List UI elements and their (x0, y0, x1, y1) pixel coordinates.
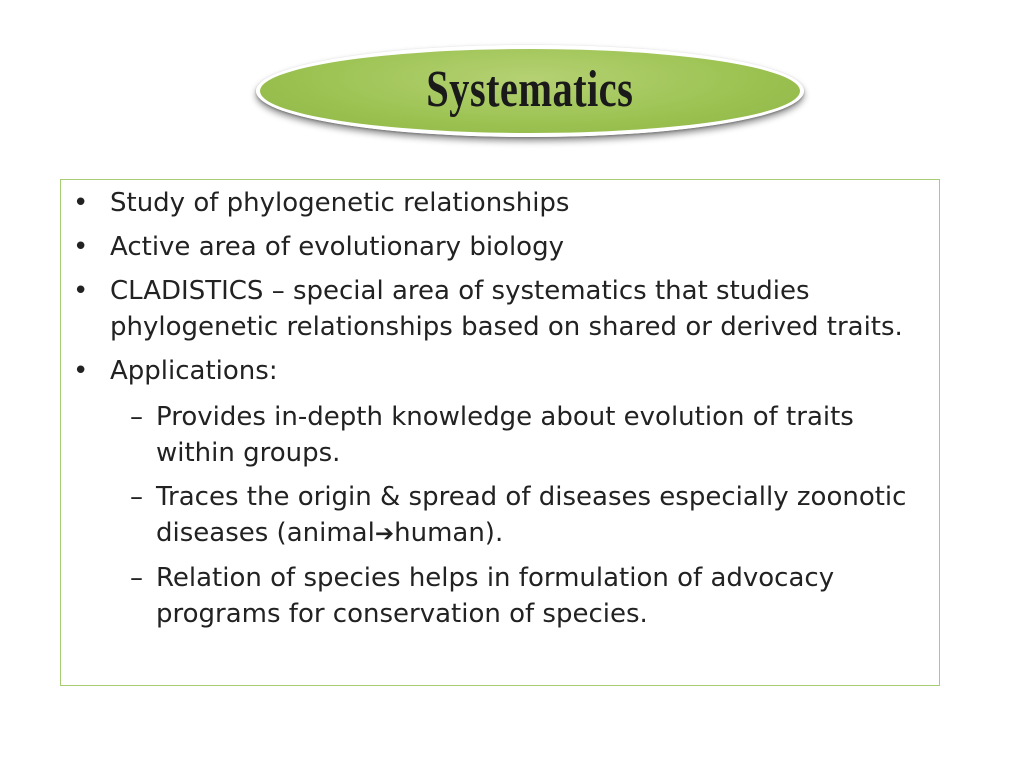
dash-marker: – (130, 402, 143, 432)
bullet-item (73, 353, 935, 632)
slide-title: Systematics (426, 61, 634, 118)
bullet-text: Active area of evolutionary biology (110, 232, 564, 262)
bullet-marker: • (73, 276, 89, 306)
right-arrow-icon: ➔ (374, 521, 395, 547)
bullet-lead: CLADISTICS (110, 276, 264, 306)
bullet-item (73, 273, 935, 345)
dash-marker: – (130, 563, 143, 593)
bullet-text: Applications: (110, 356, 278, 386)
content-box (60, 179, 940, 686)
bullet-marker: • (73, 232, 89, 262)
dash-marker: – (130, 482, 143, 512)
sub-bullet-text: human). (394, 518, 504, 548)
bullet-marker: • (73, 356, 89, 386)
bullet-item (73, 185, 935, 221)
bullet-marker: • (73, 188, 89, 218)
sub-bullet-item (110, 560, 935, 632)
bullet-text: Study of phylogenetic relationships (110, 188, 570, 218)
sub-bullet-list (110, 399, 935, 632)
bullet-item (73, 229, 935, 265)
sub-bullet-item (110, 479, 935, 552)
bullet-text: – special area of systematics that studies phylogenetic relationships based on shared or derived traits. (110, 276, 903, 342)
sub-bullet-item (110, 399, 935, 471)
sub-bullet-text: Traces the origin & spread of diseases especially zoonotic diseases (animal (156, 482, 907, 548)
title-oval (256, 45, 804, 137)
sub-bullet-text: Provides in-depth knowledge about evolution of traits within groups. (156, 402, 854, 468)
bullet-list (73, 185, 935, 640)
sub-bullet-text: Relation of species helps in formulation of advocacy programs for conservation of species. (156, 563, 835, 629)
